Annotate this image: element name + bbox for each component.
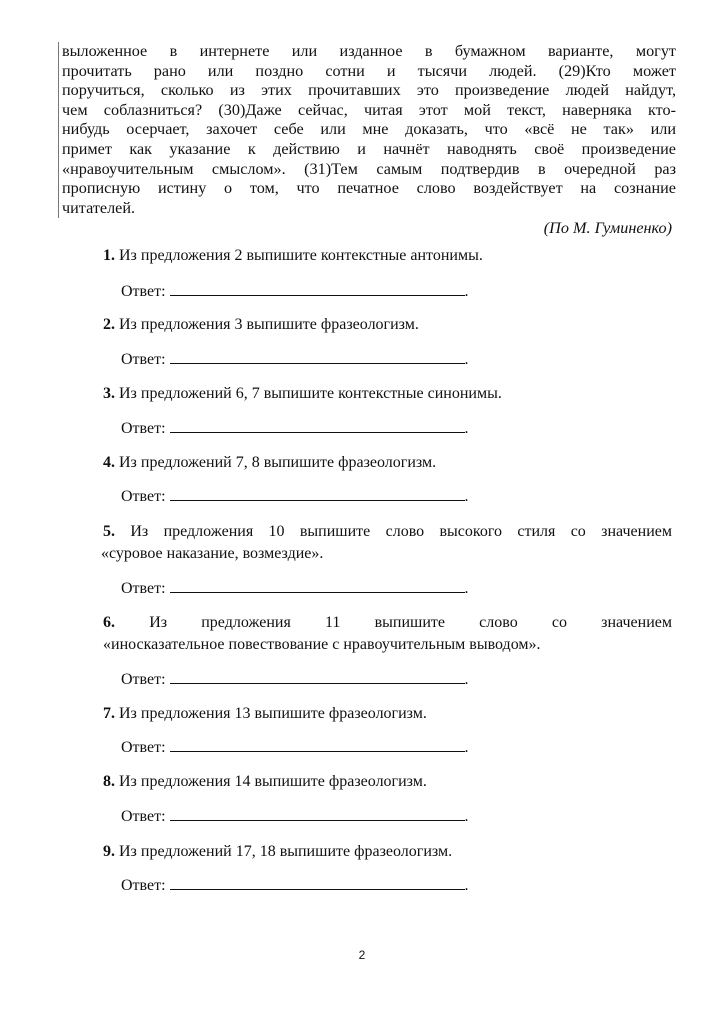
question-text: Из предложения 10 выпишите слово высокого стиля со значением xyxy=(130,523,672,540)
question-3 xyxy=(103,383,672,405)
answer-5 xyxy=(121,578,469,600)
answer-blank[interactable] xyxy=(170,418,465,433)
answer-3 xyxy=(121,418,469,440)
question-4 xyxy=(103,452,672,474)
question-7 xyxy=(103,703,672,725)
question-number: 8. xyxy=(103,773,115,790)
question-number: 4. xyxy=(103,454,115,471)
question-8 xyxy=(103,771,672,793)
answer-label: Ответ: xyxy=(121,739,166,756)
answer-4 xyxy=(121,486,469,508)
question-9 xyxy=(103,841,672,863)
question-1 xyxy=(103,245,672,267)
passage-line: читателей. xyxy=(62,198,136,217)
question-2 xyxy=(103,314,672,336)
question-text: Из предложений 7, 8 выпишите фразеологизм. xyxy=(119,454,437,471)
answer-1 xyxy=(121,281,469,303)
answer-end: . xyxy=(464,739,469,756)
question-text: Из предложения 11 выпишите слово со значением xyxy=(149,614,673,631)
passage-line: выложенное в интернете или изданное в бумажном варианте, могут xyxy=(62,42,676,60)
page-number: 2 xyxy=(358,948,366,962)
answer-end: . xyxy=(464,420,469,437)
passage-line: чем соблазниться? (30)Даже сейчас, читая этот мой текст, наверняка кто- xyxy=(62,100,676,119)
answer-9 xyxy=(121,875,469,897)
answer-blank[interactable] xyxy=(170,486,465,501)
answer-blank[interactable] xyxy=(170,281,465,296)
answer-end: . xyxy=(464,877,469,894)
answer-label: Ответ: xyxy=(121,420,166,437)
answer-7 xyxy=(121,737,469,759)
passage-line: нибудь осерчает, захочет себе или мне доказать, что «всё не так» или xyxy=(62,120,676,139)
answer-label: Ответ: xyxy=(121,877,166,894)
answer-blank[interactable] xyxy=(170,349,465,364)
answer-label: Ответ: xyxy=(121,488,166,505)
question-text: Из предложений 6, 7 выпишите контекстные синонимы. xyxy=(119,385,502,402)
answer-end: . xyxy=(464,283,469,300)
answer-blank[interactable] xyxy=(170,578,465,593)
question-6 xyxy=(103,612,672,656)
passage-line: примет как указание к действию и начнёт наводнять своё произведение xyxy=(62,139,676,158)
answer-2 xyxy=(121,349,469,371)
question-5 xyxy=(103,521,672,565)
answer-end: . xyxy=(464,488,469,505)
question-text: Из предложения 14 выпишите фразеологизм. xyxy=(119,773,427,790)
question-number: 3. xyxy=(103,385,115,402)
answer-end: . xyxy=(464,580,469,597)
passage-line: поручиться, сколько из этих прочитавших это произведение людей найдут, xyxy=(62,81,676,100)
question-number: 6. xyxy=(103,614,115,631)
answer-blank[interactable] xyxy=(170,737,465,752)
question-number: 7. xyxy=(103,705,115,722)
passage-line: «нравоучительным смыслом». (31)Тем самым подтвердив в очередной раз xyxy=(62,159,676,178)
answer-end: . xyxy=(464,351,469,368)
question-number: 5. xyxy=(103,523,115,540)
answer-label: Ответ: xyxy=(121,580,166,597)
answer-blank[interactable] xyxy=(170,875,465,890)
answer-end: . xyxy=(464,808,469,825)
answer-label: Ответ: xyxy=(121,283,166,300)
question-text: Из предложения 2 выпишите контекстные антонимы. xyxy=(119,247,483,264)
question-text: Из предложения 13 выпишите фразеологизм. xyxy=(119,705,427,722)
answer-end: . xyxy=(464,671,469,688)
answer-6 xyxy=(121,669,469,691)
question-number: 2. xyxy=(103,316,115,333)
answer-label: Ответ: xyxy=(121,808,166,825)
question-text: Из предложения 3 выпишите фразеологизм. xyxy=(119,316,419,333)
question-text: «иносказательное повествование с нравоучительным выводом». xyxy=(103,636,541,653)
question-text: Из предложений 17, 18 выпишите фразеологизм. xyxy=(119,843,453,860)
answer-blank[interactable] xyxy=(170,806,465,821)
answer-8 xyxy=(121,806,469,828)
answer-label: Ответ: xyxy=(121,351,166,368)
question-number: 9. xyxy=(103,843,115,860)
passage-author: (По М. Гуминенко) xyxy=(543,219,672,237)
passage-line: прописную истину о том, что печатное слово воздействует на сознание xyxy=(62,179,676,198)
answer-blank[interactable] xyxy=(170,669,465,684)
question-number: 1. xyxy=(103,247,115,264)
passage-excerpt xyxy=(58,42,676,218)
passage-line: прочитать рано или поздно сотни и тысячи людей. (29)Кто может xyxy=(62,61,676,80)
question-text: «суровое наказание, возмездие». xyxy=(101,545,324,562)
answer-label: Ответ: xyxy=(121,671,166,688)
